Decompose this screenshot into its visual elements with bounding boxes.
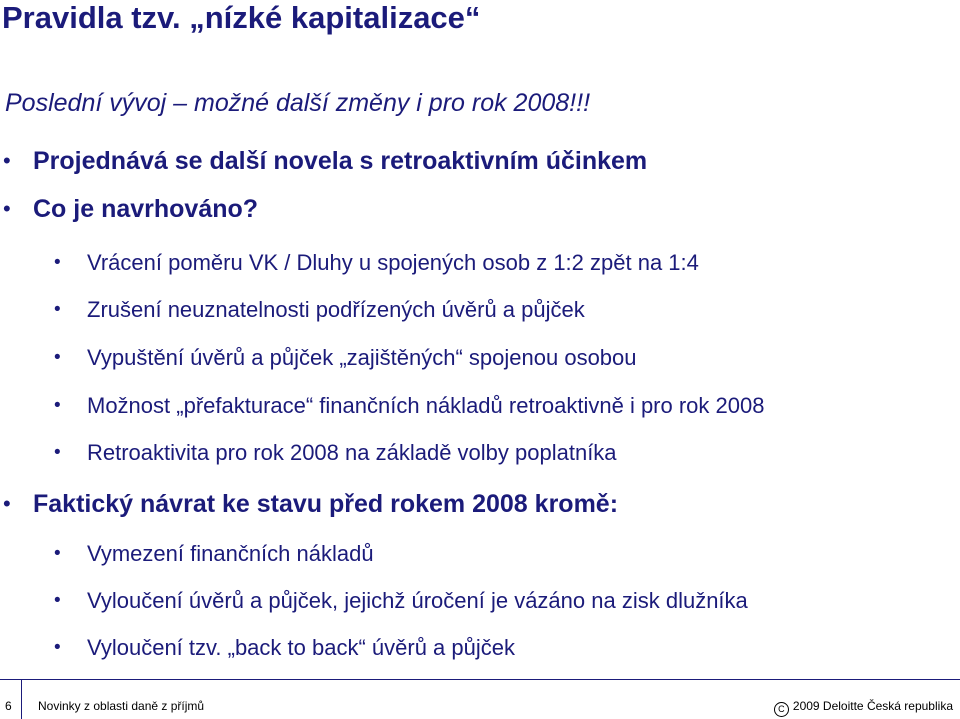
copyright-icon: C (774, 702, 789, 717)
bullet-icon: • (3, 196, 11, 221)
bullet-item-l2 (54, 391, 765, 421)
bullet-icon: • (54, 395, 61, 416)
page-number: 6 (5, 699, 12, 713)
footer-separator (21, 679, 22, 719)
bullet-text: Faktický návrat ke stavu před rokem 2008 kromě: (33, 490, 619, 518)
bullet-text: Co je navrhováno? (33, 195, 259, 223)
slide-subtitle: Poslední vývoj – možné další změny i pro rok 2008!!! (5, 89, 591, 117)
bullet-item-l2 (54, 343, 637, 373)
bullet-item-l2 (54, 248, 699, 278)
bullet-text: Vymezení finančních nákladů (87, 541, 374, 566)
slide-title: Pravidla tzv. „nízké kapitalizace“ (2, 0, 481, 35)
bullet-icon: • (54, 252, 61, 273)
bullet-icon: • (54, 590, 61, 611)
bullet-text: Možnost „přefakturace“ finančních nákladů retroaktivně i pro rok 2008 (87, 393, 765, 418)
bullet-icon: • (54, 442, 61, 463)
bullet-item-l1 (3, 192, 259, 226)
bullet-text: Zrušení neuznatelnosti podřízených úvěrů a půjček (87, 297, 585, 322)
bullet-icon: • (54, 299, 61, 320)
bullet-text: Vrácení poměru VK / Dluhy u spojených osob z 1:2 zpět na 1:4 (87, 250, 699, 275)
footer-divider (0, 679, 960, 680)
bullet-icon: • (54, 637, 61, 658)
bullet-item-l2 (54, 438, 617, 468)
bullet-text: Vyloučení úvěrů a půjček, jejichž úročení je vázáno na zisk dlužníka (87, 588, 748, 613)
bullet-text: Vyloučení tzv. „back to back“ úvěrů a půjček (87, 635, 515, 660)
bullet-text: Retroaktivita pro rok 2008 na základě volby poplatníka (87, 440, 617, 465)
bullet-icon: • (54, 543, 61, 564)
bullet-icon: • (3, 148, 11, 173)
bullet-item-l2 (54, 586, 748, 616)
bullet-item-l1 (3, 144, 648, 178)
bullet-item-l2 (54, 295, 585, 325)
bullet-item-l1 (3, 487, 619, 521)
footer-copyright (774, 699, 953, 717)
footer-left-text: Novinky z oblasti daně z příjmů (38, 699, 205, 713)
bullet-icon: • (54, 347, 61, 368)
footer-right-text: 2009 Deloitte Česká republika (792, 699, 953, 713)
bullet-text: Projednává se další novela s retroaktivním účinkem (33, 147, 648, 175)
bullet-item-l2 (54, 539, 374, 569)
bullet-icon: • (3, 491, 11, 516)
bullet-text: Vypuštění úvěrů a půjček „zajištěných“ spojenou osobou (87, 345, 637, 370)
bullet-item-l2 (54, 633, 515, 663)
